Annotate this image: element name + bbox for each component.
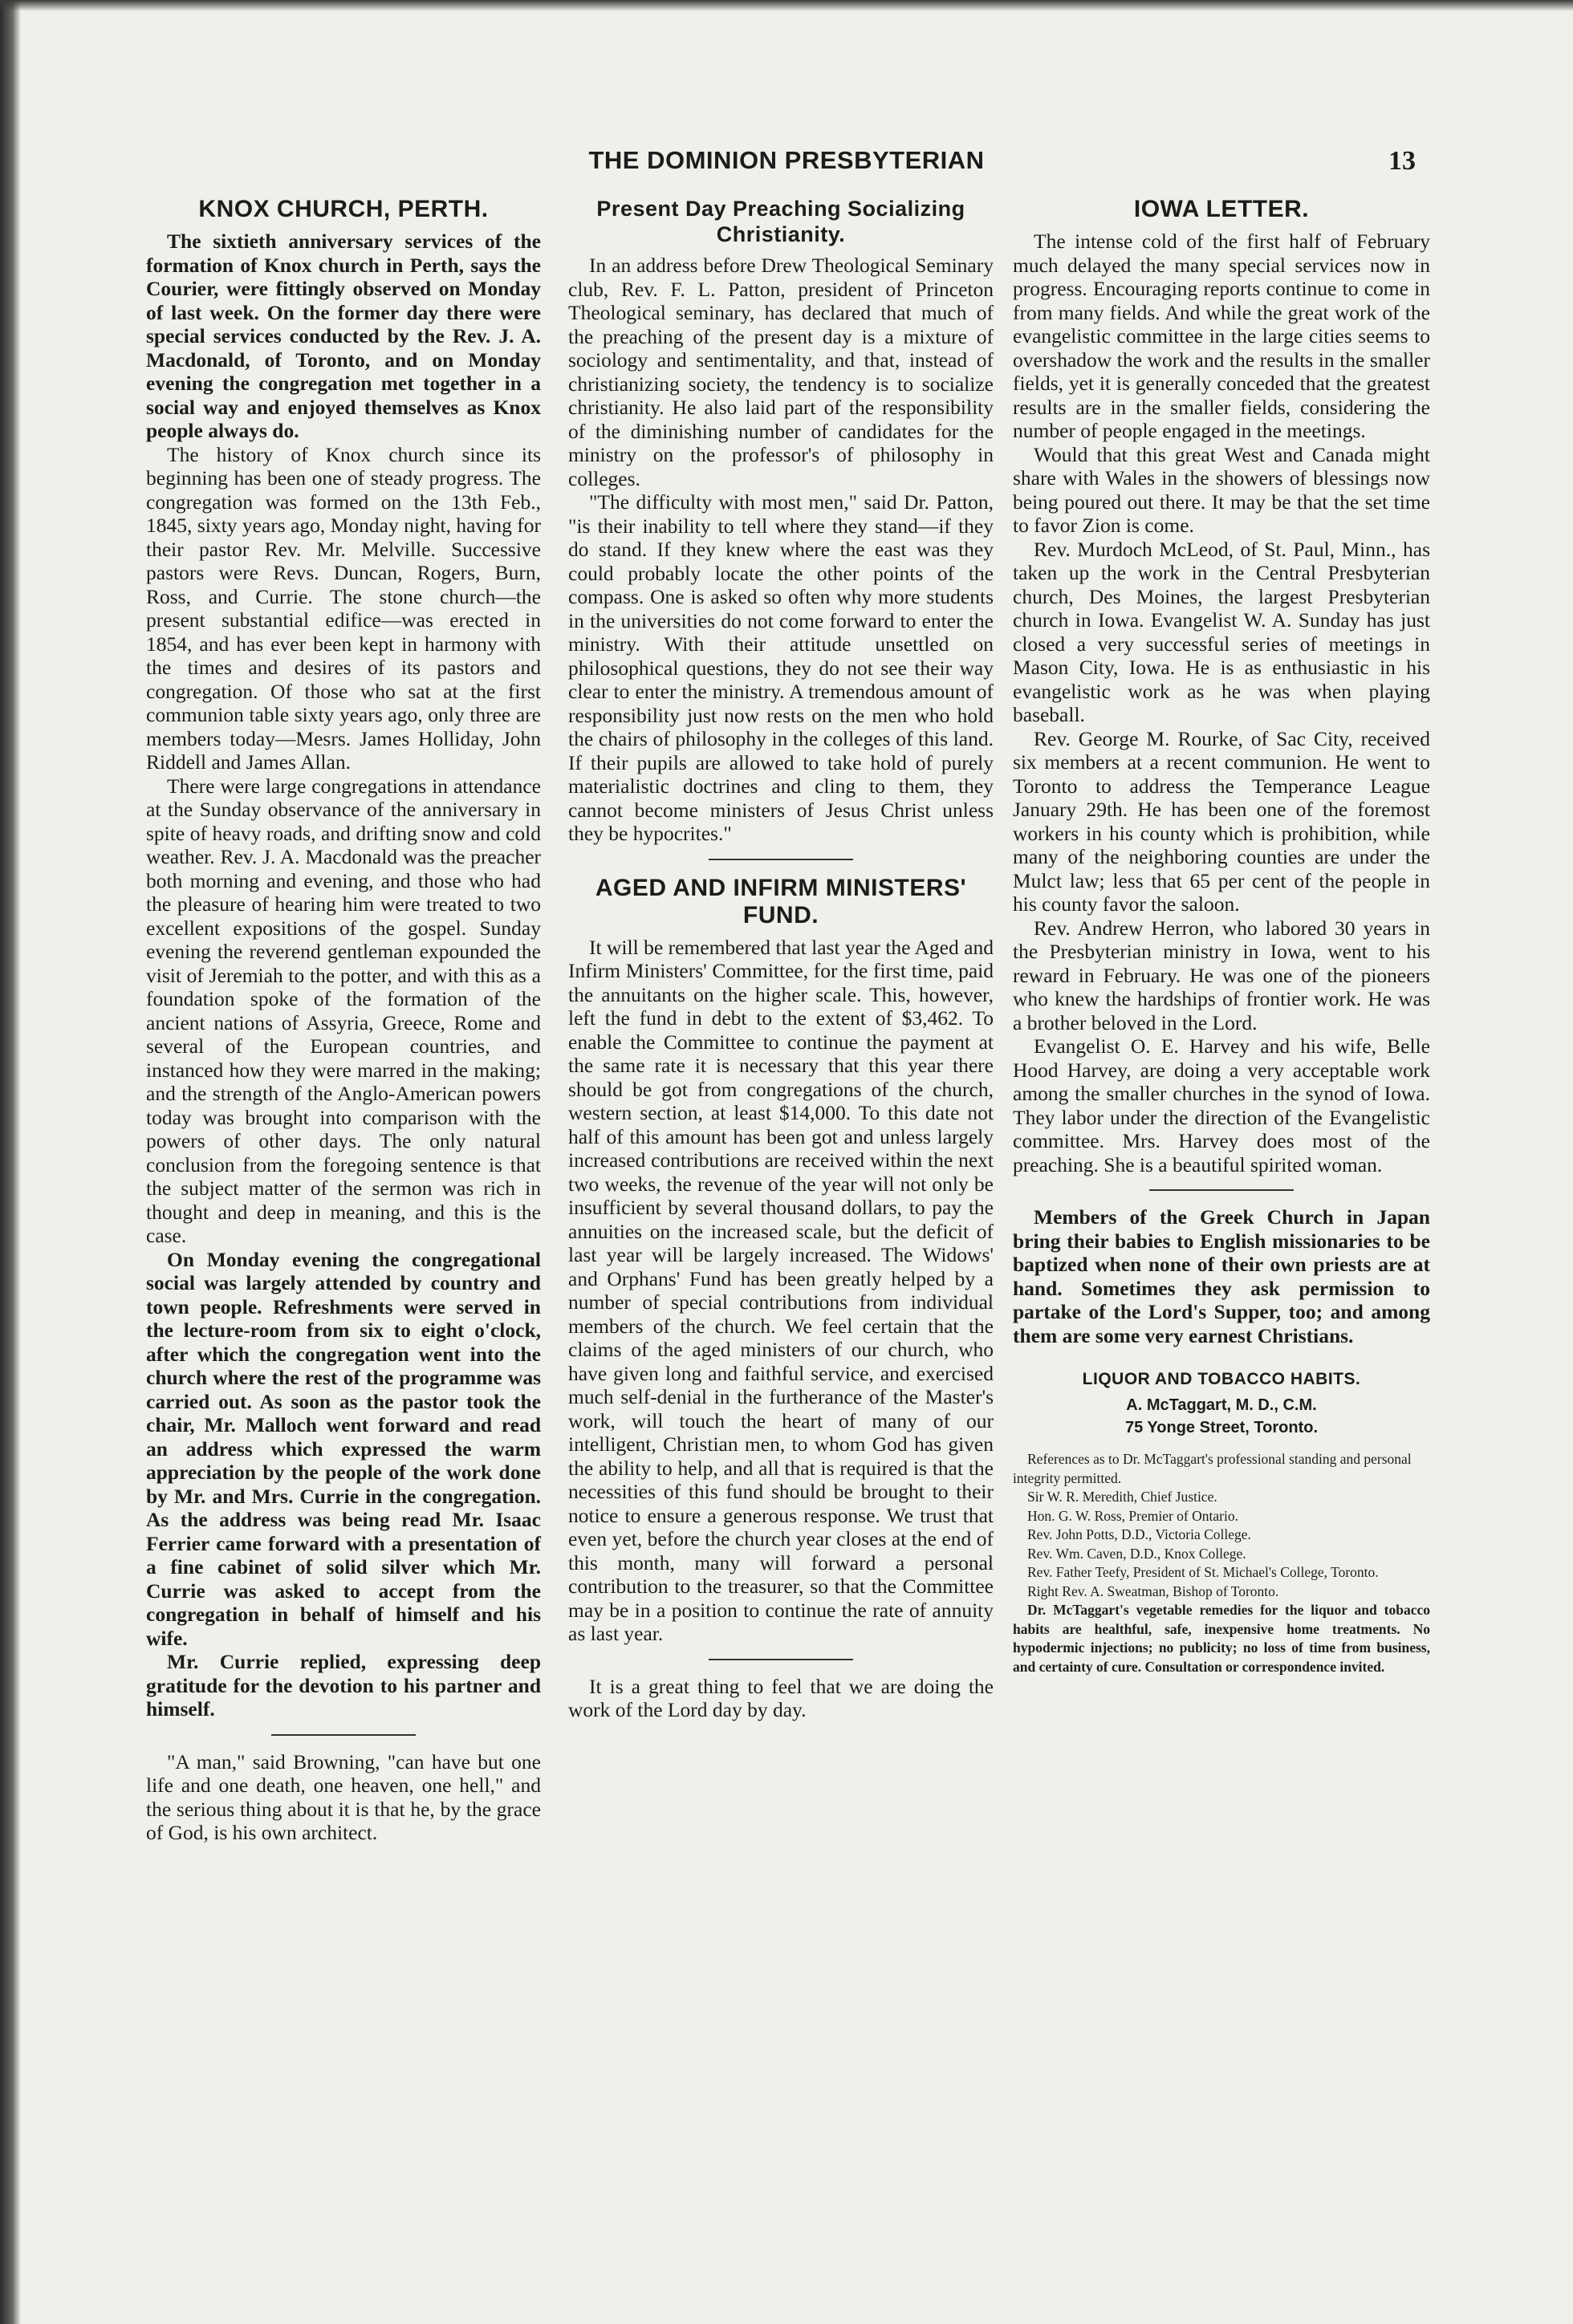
article-paragraph: There were large congregations in attendance at the Sunday observance of the anniversary in spite of heavy roads, and drifting snow and cold weather. Rev. J. A. Macdonald was the preacher both morning and evening, and those who had the pleasure of hearing him were treated to two excellent expositions of the gospel. Sunday evening the reverend gentleman expounded the visit of Jeremiah to the potter, and with this as a foundation spoke of the formation of the ancient nations of Assyria, Greece, Rome and several of the European countries, and instanced how they were marred in the making; and the strength of the Anglo-American powers today was brought into comparison with the powers of other days. The only natural conclusion from the foregoing sentence is that the subject matter of the sermon was rich in thought and deep in meaning, and this is the case. [146, 774, 541, 1247]
article-paragraph: The intense cold of the first half of February much delayed the many special services now in progress. Encouraging reports continue to come in from many fields. And while the great work of the evangelistic committee in the large cities seems to overshadow the work and the results in the smaller fields, yet it is generally conceded that the greatest results are in the smaller fields, considering the number of people engaged in the meetings. [1013, 230, 1430, 442]
ad-reference: Right Rev. A. Sweatman, Bishop of Toronto. [1027, 1583, 1279, 1599]
ad-body: Dr. McTaggart's vegetable remedies for the liquor and tobacco habits are healthful, safe, inexpensive home treatments. No hypodermic injections; no publicity; no loss of time from business, and certainty of cure. Consultation or correspondence invited. [1013, 1602, 1430, 1675]
article-paragraph: In an address before Drew Theological Seminary club, Rev. F. L. Patton, president of Princeton Theological seminary, has declared that much of the preaching of the present day is a mixture of sociology and sentimentality, and that, instead of christianizing society, the tendency is to socialize christianity. He also laid part of the responsibility of the diminishing number of candidates for the ministry on the professor's of philosophy in colleges. [568, 254, 994, 490]
browning-quote: "A man," said Browning, "can have but one life and one death, one heaven, one hell," and the serious thing about it is that he, by the grace of God, is his own architect. [146, 1749, 541, 1844]
ad-reference: Sir W. R. Meredith, Chief Justice. [1027, 1489, 1217, 1505]
ad-refs-intro: References as to Dr. McTaggart's professional standing and personal integrity permitted. [1013, 1451, 1412, 1486]
column-iowa-letter [1013, 196, 1430, 1676]
advertisement [1013, 1370, 1430, 1676]
article-title-preaching: Present Day Preaching Socializing Christianity. [596, 197, 965, 246]
running-title: THE DOMINION PRESBYTERIAN [588, 146, 985, 174]
article-paragraph: Mr. Currie replied, expressing deep gratitude for the devotion to his partner and himself. [146, 1650, 541, 1721]
article-title-knox-church: KNOX CHURCH, PERTH. [198, 196, 489, 222]
column-divider-rule [271, 1734, 416, 1736]
column-divider-rule [709, 859, 853, 860]
ad-title: LIQUOR AND TOBACCO HABITS. [1082, 1370, 1361, 1388]
article-paragraph: Rev. George M. Rourke, of Sac City, received six members at a recent communion. He went to Toronto to address the Temperance League January 29th. He has been one of the foremost workers in his county which is prohibition, while many of the neighboring counties are under the Mulct law; less that 65 per cent of the people in his county favor the saloon. [1013, 726, 1430, 916]
column-preaching [568, 196, 994, 1722]
article-paragraph: Rev. Andrew Herron, who labored 30 years in the Presbyterian ministry in Iowa, went to his reward in February. He was one of the pioneers who knew the hardships of frontier work. He was a brother beloved in the Lord. [1013, 916, 1430, 1034]
article-paragraph: It is a great thing to feel that we are doing the work of the Lord day by day. [568, 1674, 994, 1721]
ad-reference: Hon. G. W. Ross, Premier of Ontario. [1027, 1507, 1238, 1524]
column-knox-church [146, 196, 541, 1845]
article-paragraph: Rev. Murdoch McLeod, of St. Paul, Minn., has taken up the work in the Central Presbyterian church, Des Moines, the largest Presbyterian church in Iowa. Evangelist W. A. Sunday has just closed a very successful series of meetings in Mason City, Iowa. He is as enthusiastic in his evangelistic work as he was when playing baseball. [1013, 537, 1430, 726]
greek-church-note: Members of the Greek Church in Japan bring their babies to English missionaries to be baptized when none of their own priests are at hand. Sometimes they ask permission to partake of the Lord's Supper, too; and among them are some very earnest Christians. [1013, 1205, 1430, 1347]
ad-reference: Rev. Father Teefy, President of St. Michael's College, Toronto. [1027, 1564, 1379, 1580]
ad-reference: Rev. Wm. Caven, D.D., Knox College. [1027, 1545, 1246, 1562]
column-divider-rule [709, 1659, 853, 1660]
article-paragraph: Evangelist O. E. Harvey and his wife, Belle Hood Harvey, are doing a very acceptable work among the smaller churches in the synod of Iowa. They labor under the direction of the Evangelistic committee. Mrs. Harvey does most of the preaching. She is a beautiful spirited woman. [1013, 1034, 1430, 1176]
page-number: 13 [1388, 146, 1416, 176]
scan-edge-left [0, 0, 21, 2324]
scan-edge-top [0, 0, 1573, 11]
article-paragraph: It will be remembered that last year the Aged and Infirm Ministers' Committee, for the first time, paid the annuitants on the higher scale. This, however, left the fund in debt to the extent of $3,462. To enable the Committee to continue the payment at the same rate it is necessary that this year there should be got from congregations of the church, western section, at least $14,000. To this date not half of this amount has been got and unless largely increased contributions are received within the next two weeks, the revenue of the year will not only be insufficient by several thousand dollars, to pay the annuities on the increased scale, but the deficit of last year will be largely increased. The Widows' and Orphans' Fund has been greatly helped by a number of special contributions from individual members of the church. We feel certain that the claims of the aged ministers of our church, who have given long and faithful service, and exercised much self-denial in the furtherance of the Master's work, will touch the heart of many of our intelligent, Christian men, to whom God has given the ability to help, and all that is required is that the necessities of this fund should be brought to their notice to ensure a generous response. We trust that even yet, before the church year closes at the end of this month, many will forward a personal contribution to the treasurer, so that the Committee may be in a position to continue the rate of annuity as last year. [568, 935, 994, 1645]
article-paragraph: The sixtieth anniversary services of the formation of Knox church in Perth, says the Courier, were fittingly observed on Monday of last week. On the former day there were special services conducted by the Rev. J. A. Macdonald, of Toronto, and on Monday evening the congregation met together in a social way and enjoyed themselves as Knox people always do. [146, 230, 541, 442]
article-paragraph: On Monday evening the congregational social was largely attended by country and town people. Refreshments were served in the lecture-room from six to eight o'clock, after which the congregation went into the church where the rest of the programme was carried out. As soon as the pastor took the chair, Mr. Malloch went forward and read an address which expressed the warm appreciation by the people of the work done by Mr. and Mrs. Currie in the congregation. As the address was being read Mr. Isaac Ferrier came forward with a presentation of a fine cabinet of solid silver which Mr. Currie was asked to accept from the congregation in behalf of himself and his wife. [146, 1247, 541, 1650]
column-divider-rule [1149, 1189, 1294, 1191]
article-paragraph: Would that this great West and Canada might share with Wales in the showers of blessings now being poured out there. It may be that the set time to favor Zion is come. [1013, 442, 1430, 537]
ad-address: 75 Yonge Street, Toronto. [1124, 1419, 1319, 1436]
ad-reference: Rev. John Potts, D.D., Victoria College. [1027, 1526, 1251, 1542]
ad-references [1013, 1450, 1430, 1676]
article-title-ministers-fund: AGED AND INFIRM MINISTERS' FUND. [595, 874, 967, 928]
article-paragraph: The history of Knox church since its beginning has been one of steady progress. The congregation was formed on the 13th Feb., 1845, sixty years ago, Monday night, having for their pastor Rev. Mr. Melville. Successive pastors were Revs. Duncan, Rogers, Burn, Ross, and Currie. The stone church—the present substantial edifice—was erected in 1854, and has ever been kept in harmony with the times and desires of its pastors and congregation. Of those who sat at the first communion table sixty years ago, only three are members today—Mesrs. James Holliday, John Riddell and James Allan. [146, 442, 541, 774]
article-title-iowa-letter: IOWA LETTER. [1133, 196, 1310, 222]
article-paragraph: "The difficulty with most men," said Dr. Patton, "is their inability to tell where they stand—if they do stand. If they knew where the east was they could probably locate the other points of the compass. One is asked so often why more students in the universities do not come forward to enter the ministry. With their attitude unsettled on philosophical questions, they do not see their way clear to enter the ministry. A tremendous amount of responsibility just now rests on the men who hold the chairs of philosophy in the colleges of this land. If their pupils are allowed to take hold of purely materialistic doctrines and cling to them, they cannot become ministers of Jesus Christ unless they be hypocrites." [568, 490, 994, 845]
ad-doctor: A. McTaggart, M. D., C.M. [1126, 1396, 1317, 1414]
